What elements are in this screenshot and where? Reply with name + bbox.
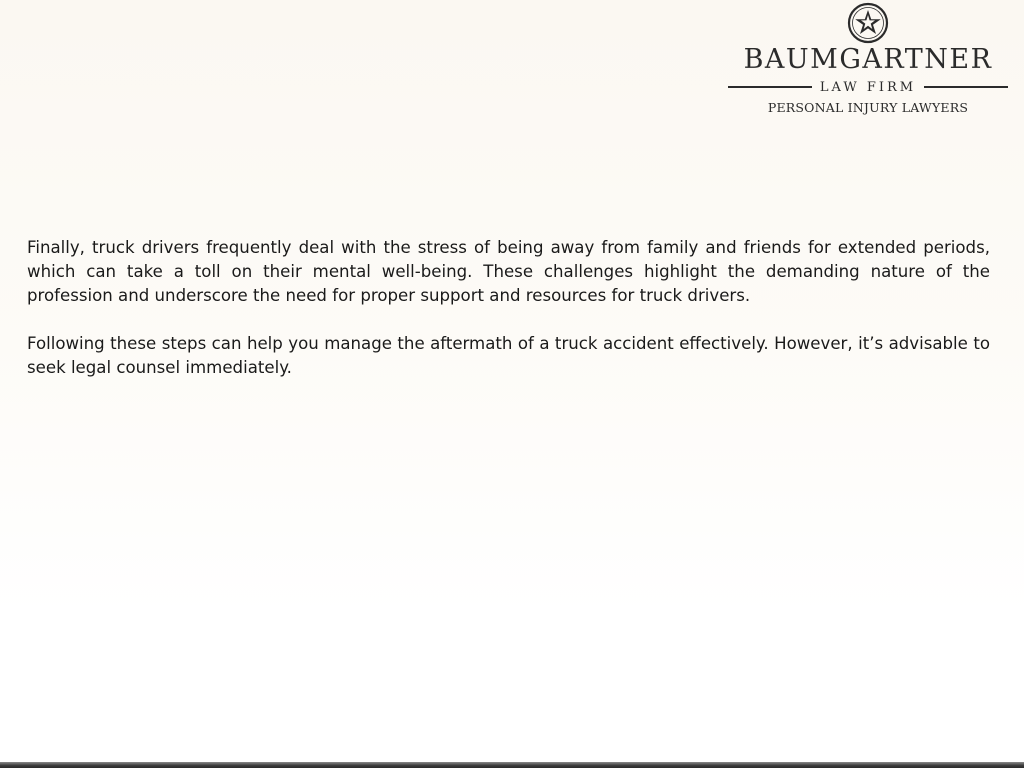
right-rule-divider: [924, 86, 1008, 88]
slide-body: [27, 236, 990, 404]
firm-name: BAUMGARTNER: [743, 44, 993, 75]
star-seal-icon: [847, 2, 889, 44]
left-rule-divider: [728, 86, 812, 88]
firm-subtitle-row: [728, 78, 1008, 96]
firm-subtitle: LAW FIRM: [819, 79, 917, 95]
firm-logo: [726, 2, 1010, 118]
body-paragraph-2: Following these steps can help you manage the aftermath of a truck accident effectively. However, it’s advisable to seek legal counsel immediately.: [27, 334, 990, 377]
bottom-border-bar: [0, 762, 1024, 768]
firm-tagline: PERSONAL INJURY LAWYERS: [767, 100, 969, 115]
body-paragraph-1: Finally, truck drivers frequently deal with the stress of being away from family and friends for extended periods, which can take a toll on their mental well-being. These challenges highlight the demanding nature of the profession and underscore the need for proper support and resources for truck drivers.: [27, 238, 990, 305]
